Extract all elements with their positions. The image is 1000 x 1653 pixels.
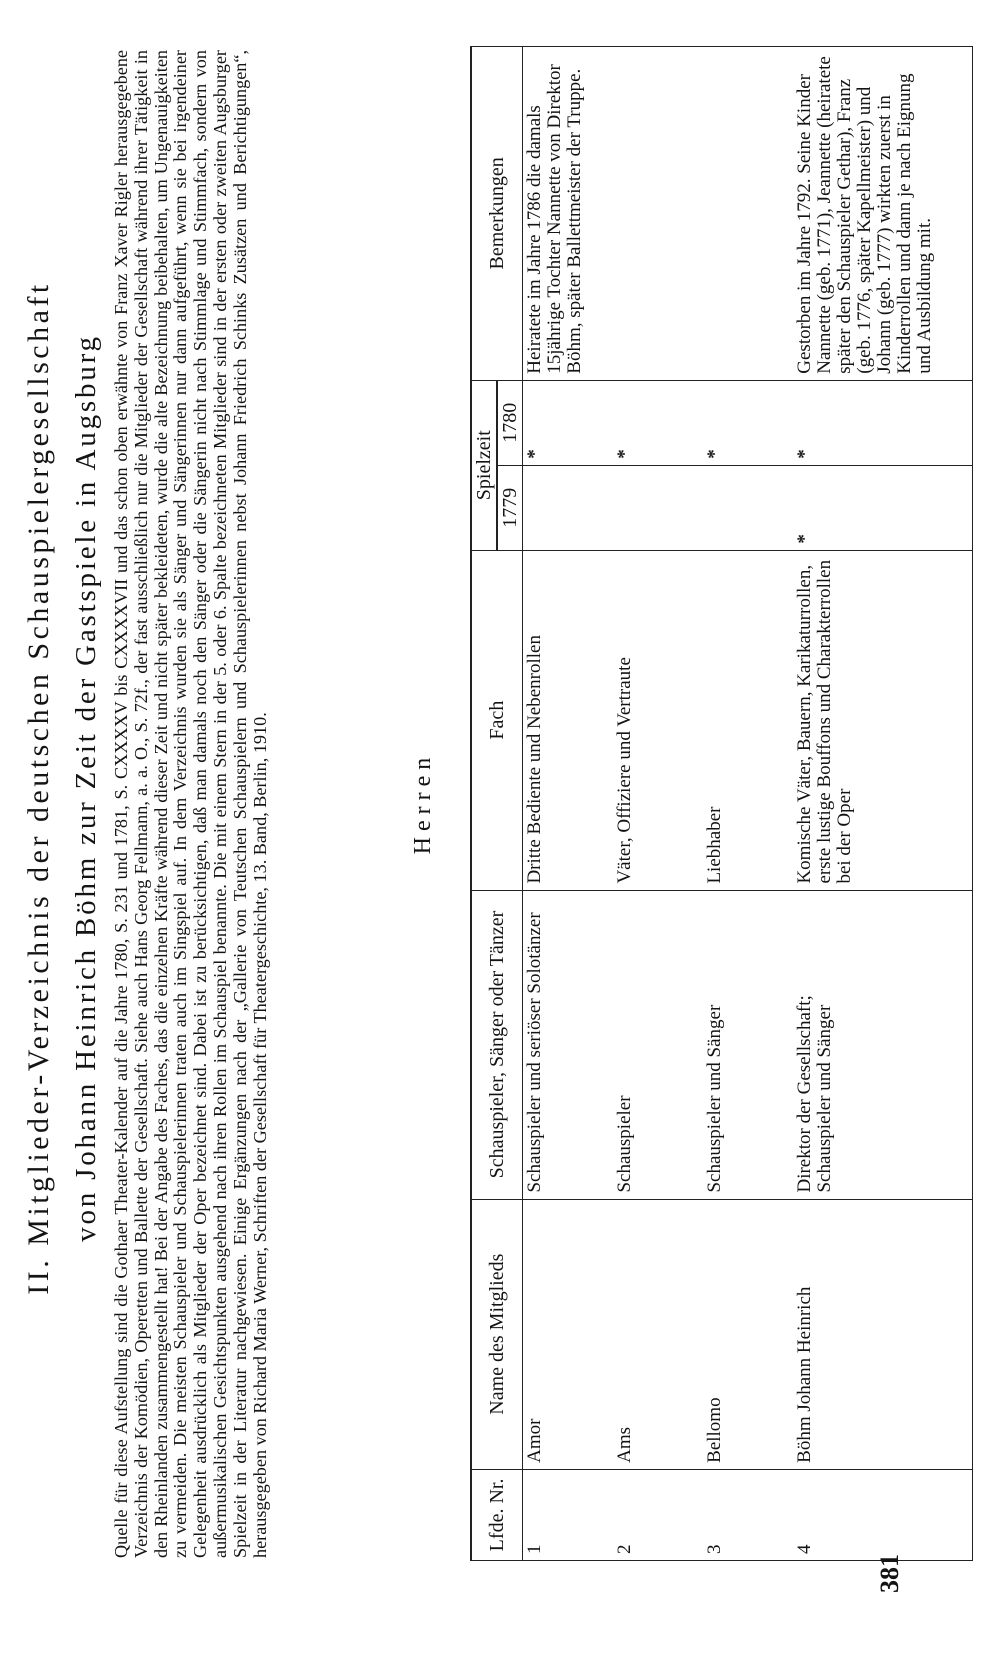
row-name: Amor	[523, 1199, 613, 1469]
section-heading: Herren	[410, 751, 436, 855]
row-remarks	[613, 47, 703, 381]
title-line-2: von Johann Heinrich Böhm zur Zeit der Gastspiele in Augsburg	[70, 334, 102, 1242]
row-role: Schauspieler und seriöser Solotänzer	[523, 890, 613, 1199]
members-table	[470, 46, 973, 1561]
row-1779-star: *	[793, 465, 973, 550]
row-fach: Liebhaber	[703, 550, 793, 890]
table-row	[703, 47, 793, 1561]
row-1780-star: *	[793, 380, 973, 465]
row-fach: Väter, Offiziere und Vertraute	[613, 550, 703, 890]
row-remarks: Heiratete im Jahre 1786 die damals 15jährige Tochter Nannette von Direktor Böhm, später Ballettmeister der Truppe.	[523, 47, 613, 381]
header-1780: 1780	[497, 380, 523, 465]
row-1780-star: *	[703, 380, 793, 465]
row-nr: 2	[613, 1469, 703, 1560]
row-nr: 1	[523, 1469, 613, 1560]
header-role: Schauspieler, Sänger oder Tänzer	[471, 890, 523, 1199]
intro-paragraph: Quelle für diese Aufstellung sind die Gothaer Theater-Kalender auf die Jahre 1780, S. 231 und 1781, S. CXXXXV bis CXXXXVII und das schon oben erwähnte von Franz Xaver Rigler herausgegebene Verzeichnis der Komödien, Operetten und Ballette der Gesellschaft. Siehe auch Hans Georg Fellmann, a. a. O., S. 72f., der fast ausschließlich nur die Mitglieder der Gesellschaft während ihrer Tätigkeit in den Rheinlanden zusammengestellt hat! Bei der Angabe des Faches, das die einzelnen Kräfte während dieser Zeit und nicht später bekleideten, wurde die alte Bezeichnung beibehalten, um Ungenauigkeiten zu vermeiden. Die meisten Schauspieler und Schauspielerinnen traten auch im Singspiel auf. In dem Verzeichnis wurden sie als Sänger und Sängerinnen nur dann aufgeführt, wenn sie bei irgendeiner Gelegenheit ausdrücklich als Mitglieder der Oper bezeichnet sind. Dabei ist zu berücksichtigen, daß man damals noch den Sänger oder die Sängerin nicht nach Stimmlage und Stimmfach, sondern von außermusikalischen Gesichtspunkten ausgehend nach ihren Rollen im Schauspiel benannte. Die mit einem Stern in der 5. oder 6. Spalte bezeichneten Mitglieder sind in der ersten oder zweiten Augsburger Spielzeit in der Literatur nachgewiesen. Einige Ergänzungen nach der „Gallerie von Teutschen Schauspielern und Schauspielerinnen nebst Johann Friedrich Schinks Zusätzen und Berichtigungen“, herausgegeben von Richard Maria Werner, Schriften der Gesellschaft für Theatergeschichte, 13. Band, Berlin, 1910.	[111, 50, 270, 1558]
table-row	[793, 47, 973, 1561]
table-row	[523, 47, 613, 1561]
header-name: Name des Mitglieds	[471, 1199, 523, 1469]
page-number: 381	[875, 1554, 904, 1593]
row-name: Ams	[613, 1199, 703, 1469]
row-role: Direktor der Gesellschaft; Schauspieler und Sänger	[793, 890, 973, 1199]
row-fach: Dritte Bediente und Nebenrollen	[523, 550, 613, 890]
row-fach: Komische Väter, Bauern, Karikaturrollen, erste lustige Bouffons und Charakterrollen bei der Oper	[793, 550, 973, 890]
header-remarks: Bemerkungen	[471, 47, 523, 381]
row-remarks: Gestorben im Jahre 1792. Seine Kinder Nannette (geb. 1771), Jeannette (heiratete später den Schauspieler Gethar), Franz (geb. 1776, später Kapellmeister) und Johann (geb. 1777) wirkten zuerst in Kinderrollen und dann je nach Eignung und Ausbildung mit.	[793, 47, 973, 381]
row-name: Böhm Johann Heinrich	[793, 1199, 973, 1469]
row-1780-star: *	[613, 380, 703, 465]
row-nr: 3	[703, 1469, 793, 1560]
row-1779-star	[613, 465, 703, 550]
header-1779: 1779	[497, 465, 523, 550]
row-remarks	[703, 47, 793, 381]
row-role: Schauspieler und Sänger	[703, 890, 793, 1199]
table-row	[613, 47, 703, 1561]
row-1780-star: *	[523, 380, 613, 465]
header-nr: Lfde. Nr.	[471, 1469, 523, 1560]
header-spielzeit: Spielzeit	[471, 380, 497, 550]
header-fach: Fach	[471, 550, 523, 890]
row-nr: 4	[793, 1469, 973, 1560]
row-role: Schauspieler	[613, 890, 703, 1199]
row-1779-star	[523, 465, 613, 550]
row-name: Bellomo	[703, 1199, 793, 1469]
row-1779-star	[703, 465, 793, 550]
title-line-1: II. Mitglieder-Verzeichnis der deutschen Schauspielergesellschaft	[22, 281, 55, 1295]
